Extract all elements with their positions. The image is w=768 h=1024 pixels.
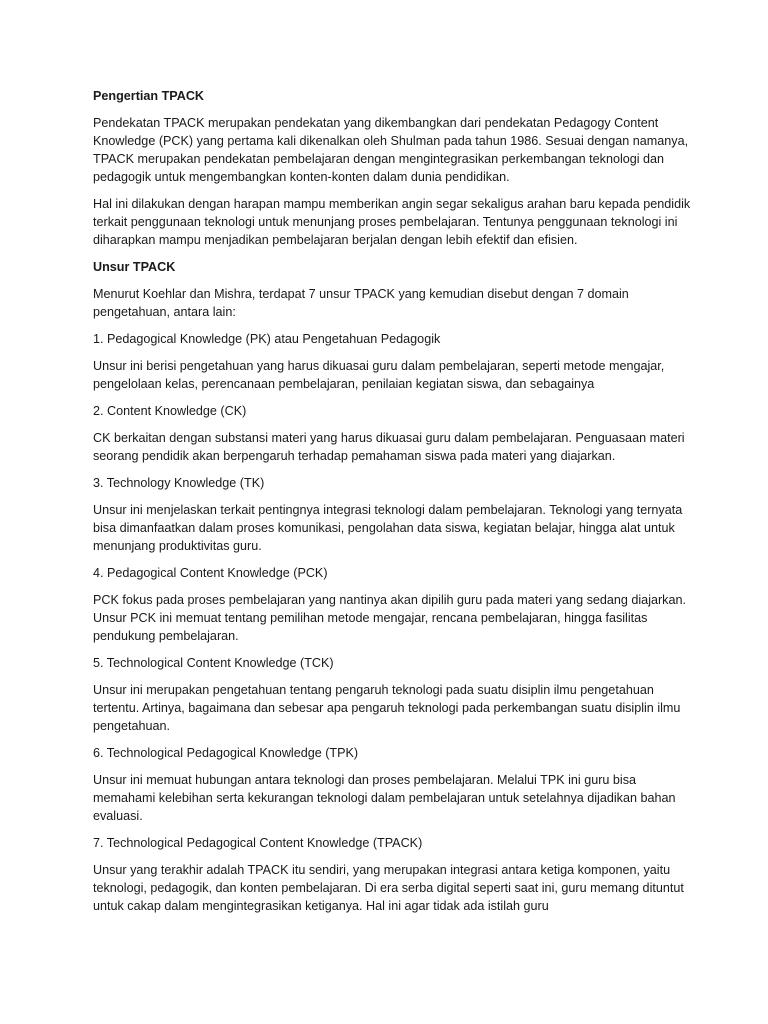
item-body-tk: Unsur ini menjelaskan terkait pentingnya integrasi teknologi dalam pembelajaran. Teknologi yang ternyata bisa dimanfaatkan dalam proses komunikasi, pengolahan data siswa, kegiatan belajar, hingga alat untuk menunjang produktivitas guru. (93, 503, 683, 553)
item-title-ck: 2. Content Knowledge (CK) (93, 404, 247, 418)
item-body-tpk: Unsur ini memuat hubungan antara teknologi dan proses pembelajaran. Melalui TPK ini guru bisa memahami kelebihan serta kekurangan teknologi dalam pembelajaran untuk setelahnya dijadikan bahan evaluasi. (93, 773, 676, 823)
item-title-tk: 3. Technology Knowledge (TK) (93, 476, 265, 490)
item-body-pck: PCK fokus pada proses pembelajaran yang nantinya akan dipilih guru pada materi yang sedang diajarkan. Unsur PCK ini memuat tentang pemilihan metode mengajar, rencana pembelajaran, hingga fasilitas pendukung pembelajaran. (93, 593, 686, 643)
heading-unsur: Unsur TPACK (93, 260, 176, 274)
document-page (93, 87, 693, 924)
item-title-pk: 1. Pedagogical Knowledge (PK) atau Pengetahuan Pedagogik (93, 332, 441, 346)
item-body-tck: Unsur ini merupakan pengetahuan tentang pengaruh teknologi pada suatu disiplin ilmu pengetahuan tertentu. Artinya, bagaimana dan sebesar apa pengaruh teknologi pada perkembangan suatu disiplin ilmu pengetahuan. (93, 683, 681, 733)
heading-pengertian: Pengertian TPACK (93, 89, 205, 103)
paragraph-intro-2: Hal ini dilakukan dengan harapan mampu memberikan angin segar sekaligus arahan baru kepada pendidik terkait penggunaan teknologi untuk menunjang proses pembelajaran. Tentunya penggunaan teknologi ini diharapkan mampu menjadikan pembelajaran berjalan dengan lebih efektif dan efisien. (93, 197, 691, 247)
item-title-tpk: 6. Technological Pedagogical Knowledge (TPK) (93, 746, 359, 760)
paragraph-unsur-intro: Menurut Koehlar dan Mishra, terdapat 7 unsur TPACK yang kemudian disebut dengan 7 domain pengetahuan, antara lain: (93, 287, 629, 319)
item-title-tck: 5. Technological Content Knowledge (TCK) (93, 656, 334, 670)
item-body-ck: CK berkaitan dengan substansi materi yang harus dikuasai guru dalam pembelajaran. Penguasaan materi seorang pendidik akan berpengaruh terhadap pemahaman siswa pada materi yang diajarkan. (93, 431, 685, 463)
paragraph-intro-1: Pendekatan TPACK merupakan pendekatan yang dikembangkan dari pendekatan Pedagogy Content Knowledge (PCK) yang pertama kali dikenalkan oleh Shulman pada tahun 1986. Sesuai dengan namanya, TPACK merupakan pendekatan pembelajaran dengan mengintegrasikan perkembangan teknologi dan pedagogik untuk mengembangkan konten-konten dalam dunia pendidikan. (93, 116, 689, 184)
item-body-tpack: Unsur yang terakhir adalah TPACK itu sendiri, yang merupakan integrasi antara ketiga komponen, yaitu teknologi, pedagogik, dan konten pembelajaran. Di era serba digital seperti saat ini, guru memang dituntut untuk cakap dalam mengintegrasikan ketiganya. Hal ini agar tidak ada istilah guru (93, 863, 684, 913)
item-body-pk: Unsur ini berisi pengetahuan yang harus dikuasai guru dalam pembelajaran, seperti metode mengajar, pengelolaan kelas, perencanaan pembelajaran, penilaian kegiatan siswa, dan sebagainya (93, 359, 665, 391)
item-title-tpack: 7. Technological Pedagogical Content Knowledge (TPACK) (93, 836, 423, 850)
item-title-pck: 4. Pedagogical Content Knowledge (PCK) (93, 566, 328, 580)
